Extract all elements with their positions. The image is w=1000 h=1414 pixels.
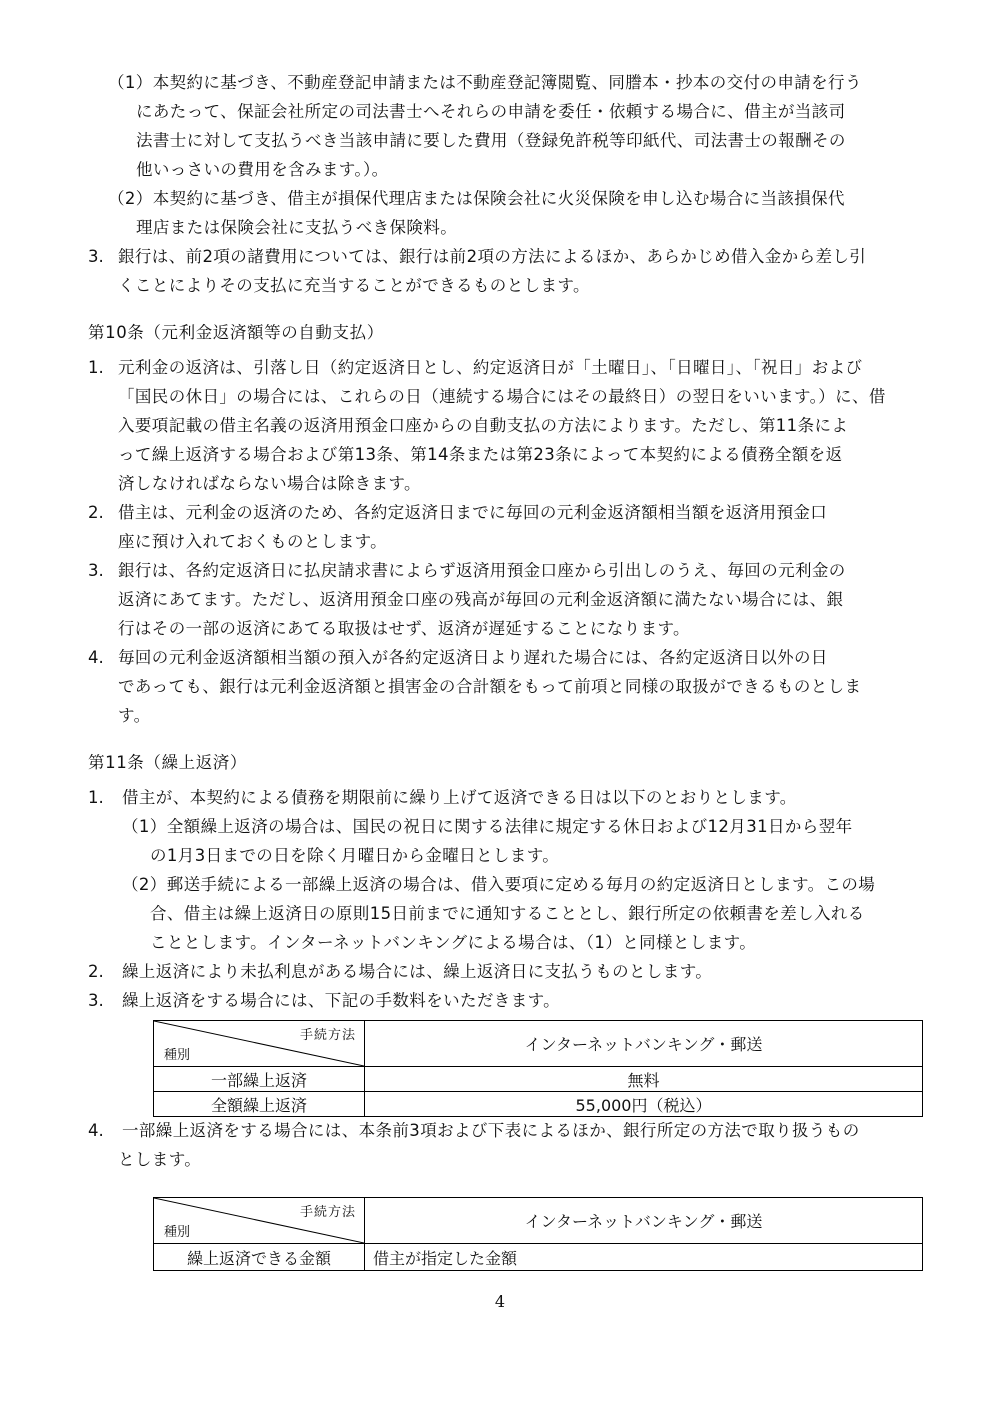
- art9-item1-line3: 法書士に対して支払うべき当該申請に要した費用（登録免許税等印紙代、司法書士の報酬その: [136, 131, 846, 150]
- art9-para3-line2: くことによりその支払に充当することができるものとします。: [118, 276, 590, 295]
- art10-p1-line4: って繰上返済する場合および第13条、第14条または第23条によって本契約による債務全額を返: [118, 445, 843, 464]
- art10-p2-line1: 借主は、元利金の返済のため、各約定返済日までに毎回の元利金返済額相当額を返済用預金口: [118, 503, 828, 522]
- art11-p3-number: 3.: [88, 991, 104, 1010]
- fee-table-corner-cell: [154, 1021, 365, 1067]
- art10-p4-line3: す。: [118, 706, 151, 725]
- art10-p1-line1: 元利金の返済は、引落し日（約定返済日とし、約定返済日が「土曜日」、「日曜日」、「祝日」および: [118, 358, 863, 377]
- amount-table-header-kind: 種別: [164, 1225, 191, 1240]
- amount-table-header-column: インターネットバンキング・郵送: [365, 1198, 923, 1244]
- art10-p3-number: 3.: [88, 561, 104, 580]
- page-number: 4: [494, 1292, 506, 1311]
- art9-para3-number: 3.: [88, 247, 104, 266]
- art11-p4-line2: とします。: [118, 1150, 202, 1169]
- art10-p2-line2: 座に預け入れておくものとします。: [118, 532, 388, 551]
- art10-p1-line2: 「国民の休日」の場合には、これらの日（連続する場合にはその最終日）の翌日をいいます。）に、借: [118, 387, 886, 406]
- art11-p2-number: 2.: [88, 962, 104, 981]
- art10-p1-number: 1.: [88, 358, 104, 377]
- amount-table-row1-kind: 繰上返済できる金額: [154, 1244, 365, 1271]
- art11-p2-line1: 繰上返済により未払利息がある場合には、繰上返済日に支払うものとします。: [122, 962, 713, 981]
- art10-p2-number: 2.: [88, 503, 104, 522]
- art11-p1-number: 1.: [88, 788, 104, 807]
- art11-p3-line1: 繰上返済をする場合には、下記の手数料をいただきます。: [122, 991, 561, 1010]
- art10-p4-number: 4.: [88, 648, 104, 667]
- art11-s1-line1: （1）全額繰上返済の場合は、国民の祝日に関する法律に規定する休日および12月31日から翌年: [122, 817, 853, 836]
- fee-table-header-column: インターネットバンキング・郵送: [365, 1021, 923, 1067]
- amount-table-corner-cell: [154, 1198, 365, 1244]
- fee-table-header-kind: 種別: [164, 1048, 191, 1063]
- art11-p4-number: 4.: [88, 1121, 104, 1140]
- art11-p4-line1: 一部繰上返済をする場合には、本条前3項および下表によるほか、銀行所定の方法で取り扱うもの: [122, 1121, 860, 1140]
- art11-s2-line2: 合、借主は繰上返済日の原則15日前までに通知することとし、銀行所定の依頼書を差し入れる: [150, 904, 865, 923]
- art11-s1-line2: の1月3日までの日を除く月曜日から金曜日とします。: [150, 846, 560, 865]
- fee-table: [153, 1020, 923, 1117]
- art11-s2-line1: （2）郵送手続による一部繰上返済の場合は、借入要項に定める毎月の約定返済日とします。この場: [122, 875, 876, 894]
- art10-p4-line1: 毎回の元利金返済額相当額の預入が各約定返済日より遅れた場合には、各約定返済日以外の日: [118, 648, 828, 667]
- art10-p3-line1: 銀行は、各約定返済日に払戻請求書によらず返済用預金口座から引出しのうえ、毎回の元利金の: [118, 561, 846, 580]
- art9-item1-line1: （1）本契約に基づき、不動産登記申請または不動産登記簿閲覧、同謄本・抄本の交付の申請を行う: [108, 73, 862, 92]
- art9-item2-line2: 理店または保険会社に支払うべき保険料。: [136, 218, 458, 237]
- amount-table: [153, 1197, 923, 1271]
- art9-item1-line2: にあたって、保証会社所定の司法書士へそれらの申請を委任・依頼する場合に、借主が当該司: [136, 102, 846, 121]
- art11-p1-line1: 借主が、本契約による債務を期限前に繰り上げて返済できる日は以下のとおりとします。: [122, 788, 797, 807]
- art10-heading: 第10条（元利金返済額等の自動支払）: [88, 323, 384, 342]
- fee-table-row2-value: 55,000円（税込）: [365, 1092, 923, 1117]
- art10-p1-line3: 入要項記載の借主名義の返済用預金口座からの自動支払の方法によります。ただし、第11条によ: [118, 416, 849, 435]
- fee-table-row1-value: 無料: [365, 1067, 923, 1092]
- art9-para3-line1: 銀行は、前2項の諸費用については、銀行は前2項の方法によるほか、あらかじめ借入金から差し引: [118, 247, 867, 266]
- art10-p1-line5: 済しなければならない場合は除きます。: [118, 474, 421, 493]
- amount-table-header-proc: 手続方法: [299, 1205, 356, 1220]
- fee-table-row2-kind: 全額繰上返済: [154, 1092, 365, 1117]
- art10-p3-line3: 行はその一部の返済にあてる取扱はせず、返済が遅延することになります。: [118, 619, 690, 638]
- art11-s2-line3: こととします。インターネットバンキングによる場合は、（1）と同様とします。: [150, 933, 757, 952]
- art11-heading: 第11条（繰上返済）: [88, 753, 247, 772]
- amount-table-row1-value: 借主が指定した金額: [365, 1244, 923, 1271]
- art9-item2-line1: （2）本契約に基づき、借主が損保代理店または保険会社に火災保険を申し込む場合に当該損保代: [108, 189, 845, 208]
- art9-item1-line4: 他いっさいの費用を含みます。）。: [136, 160, 389, 179]
- art10-p3-line2: 返済にあてます。ただし、返済用預金口座の残高が毎回の元利金返済額に満たない場合には、銀: [118, 590, 844, 609]
- art10-p4-line2: であっても、銀行は元利金返済額と損害金の合計額をもって前項と同様の取扱ができるものとしま: [118, 677, 862, 696]
- fee-table-header-proc: 手続方法: [299, 1028, 356, 1043]
- fee-table-row1-kind: 一部繰上返済: [154, 1067, 365, 1092]
